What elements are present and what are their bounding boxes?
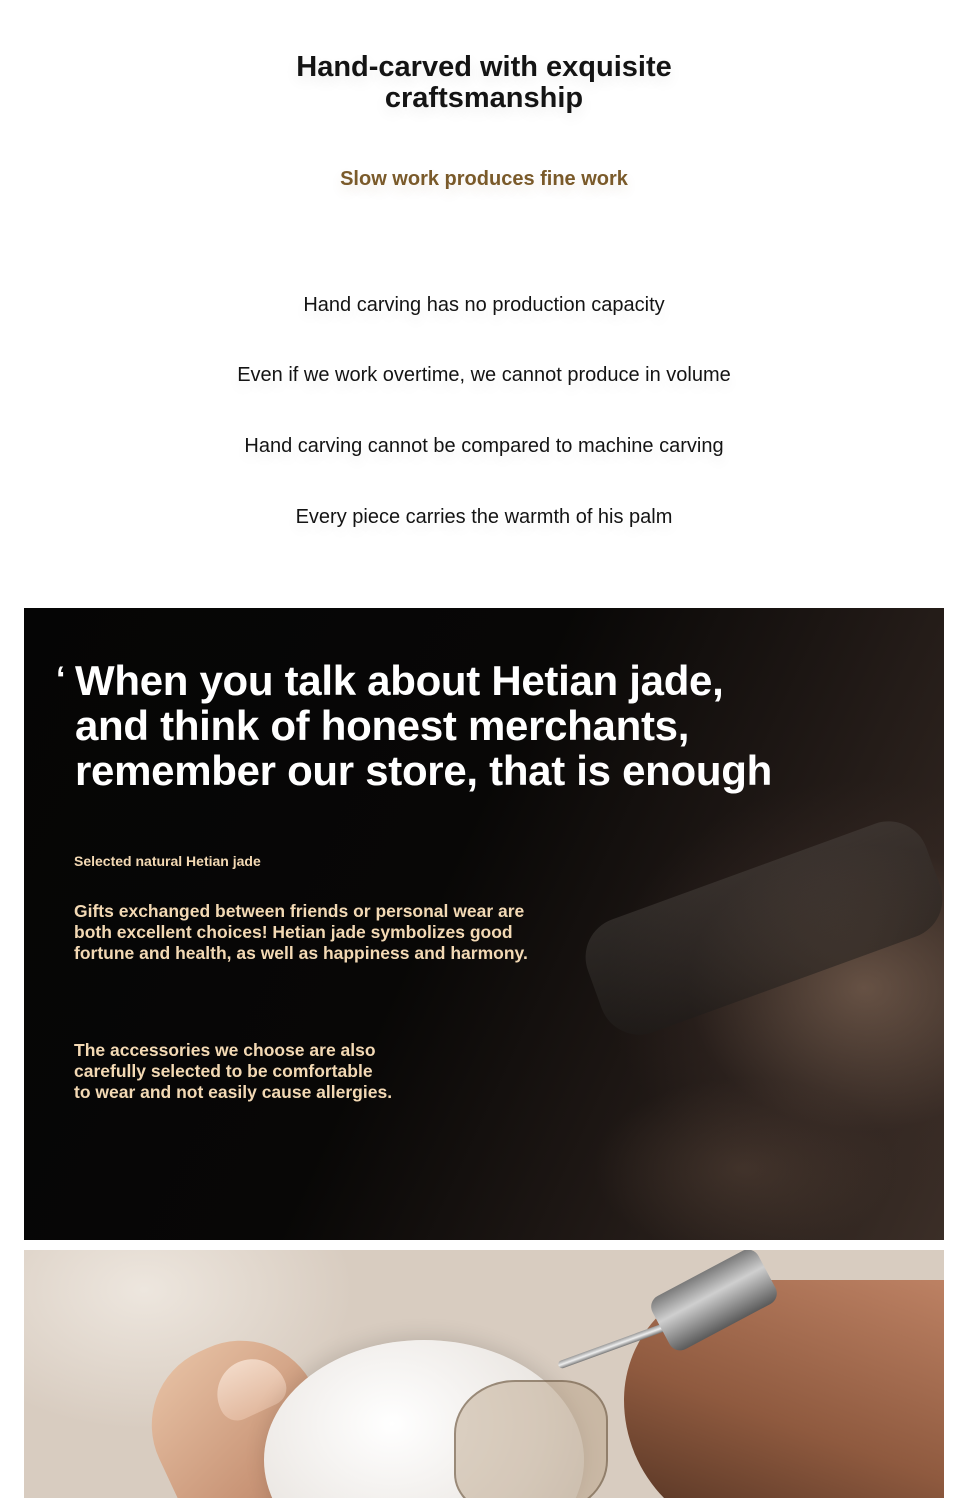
carving-tool-background-image [574, 810, 944, 1046]
headline-line-2: and think of honest merchants, [75, 702, 690, 749]
intro-line: Hand carving has no production capacity [303, 294, 665, 316]
headline-line-3: remember our store, that is enough [75, 747, 772, 794]
accessories-description: The accessories we choose are also carefully selected to be comfortable to wear and not easily cause allergies. [74, 1040, 393, 1102]
gift-description: Gifts exchanged between friends or personal wear are both excellent choices! Hetian jade symbolizes good fortune and health, as well as happiness and harmony. [74, 901, 528, 963]
carved-pattern-image [454, 1380, 608, 1498]
intro-line: Every piece carries the warmth of his palm [295, 506, 673, 528]
hand-carving-photo [24, 1250, 944, 1498]
intro-line: Even if we work overtime, we cannot produce in volume [237, 364, 731, 386]
quote-mark-icon: ‘ [56, 660, 66, 698]
section-title [0, 52, 968, 114]
section-subtitle: Slow work produces fine work [340, 168, 628, 190]
intro-line: Hand carving cannot be compared to machine carving [244, 435, 724, 457]
intro-section [0, 0, 968, 600]
feature-label: Selected natural Hetian jade [74, 853, 261, 869]
title-line-1: Hand-carved with exquisite [296, 51, 672, 83]
title-line-2: craftsmanship [384, 82, 584, 114]
quote-banner [24, 608, 944, 1240]
quote-headline [75, 658, 815, 793]
headline-line-1: When you talk about Hetian jade, [75, 657, 724, 704]
